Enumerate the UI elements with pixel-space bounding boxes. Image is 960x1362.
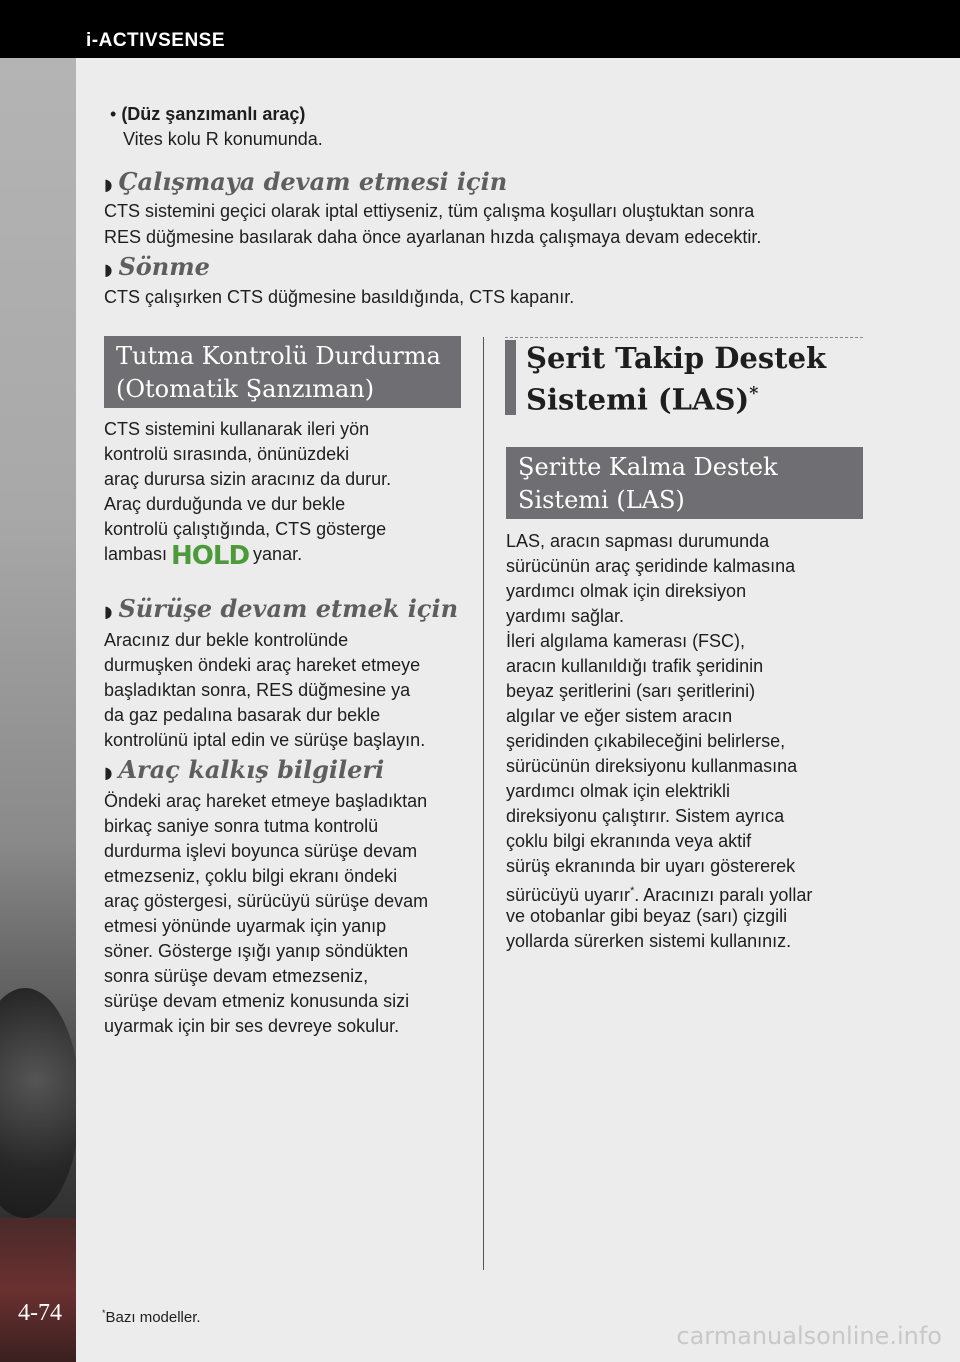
watermark: carmanualsonline.info [676, 1322, 942, 1350]
las-line-17: yollarda sürerken sistemi kullanınız. [506, 931, 792, 951]
asterisk-mark: * [749, 384, 759, 404]
kalkis-line-9: sürüşe devam etmeniz konusunda sizi [104, 991, 410, 1011]
triangle-marker-icon: ◗ [104, 175, 113, 194]
tutma-title-box [104, 336, 461, 408]
bullet-text: Vites kolu R konumunda. [123, 129, 323, 149]
tutma-line-4: Araç durduğunda ve dur bekle [104, 494, 346, 514]
las-line-12: direksiyonu çalıştırır. Sistem ayrıca [506, 806, 785, 826]
bullet-item [110, 102, 305, 127]
las-line-7: beyaz şeritlerini (sarı şeritlerini) [506, 681, 756, 701]
las-main-title-line-1: Şerit Takip Destek [526, 341, 827, 375]
subhead-sonme-text: Sönme [118, 252, 210, 281]
las-line-1: LAS, aracın sapması durumunda [506, 531, 770, 551]
tutma-line-1: CTS sistemini kullanarak ileri yön [104, 419, 370, 439]
subhead-sonme [104, 252, 210, 281]
tutma-line-2: kontrolü sırasında, önünüzdeki [104, 444, 350, 464]
las-line-13: çoklu bilgi ekranında veya aktif [506, 831, 752, 851]
las-main-title [505, 340, 863, 415]
surus-line-4: da gaz pedalına basarak dur bekle [104, 705, 381, 725]
las-warn-before: sürücüyü uyarır [506, 885, 631, 905]
asterisk-mark: * [630, 885, 635, 897]
subhead-kalkis-text: Araç kalkış bilgileri [118, 755, 385, 784]
dotted-rule [505, 337, 863, 338]
footnote [102, 1308, 201, 1326]
subhead-kalkis [104, 755, 384, 784]
las-line-16: ve otobanlar gibi beyaz (sarı) çizgili [506, 906, 788, 926]
las-line-10: sürücünün direksiyonu kullanmasına [506, 756, 798, 776]
seat-image [0, 1218, 76, 1362]
kalkis-line-5: araç göstergesi, sürücüyü sürüşe devam [104, 891, 429, 911]
subhead-surus [104, 594, 458, 623]
las-line-11: yardımcı olmak için elektrikli [506, 781, 731, 801]
left-photo-band [0, 58, 76, 1362]
kalkis-line-2: birkaç saniye sonra tutma kontrolü [104, 816, 379, 836]
surus-line-3: başladıktan sonra, RES düğmesine ya [104, 680, 411, 700]
bullet-title: (Düz şanzımanlı araç) [121, 104, 306, 124]
hold-indicator-icon: HOLD [171, 541, 250, 571]
las-line-3: yardımcı olmak için direksiyon [506, 581, 747, 601]
header-bar [0, 0, 960, 58]
kalkis-line-8: sonra sürüşe devam etmezseniz, [104, 966, 369, 986]
kalkis-line-7: söner. Gösterge ışığı yanıp söndükten [104, 941, 409, 961]
kalkis-line-3: durdurma işlevi boyunca sürüşe devam [104, 841, 418, 861]
sonme-text: CTS çalışırken CTS düğmesine basıldığında, CTS kapanır. [104, 287, 575, 307]
tutma-line-6 [104, 542, 302, 569]
tutma-title-line-2: (Otomatik Şanzıman) [116, 375, 375, 403]
subhead-calisma-text: Çalışmaya devam etmesi için [118, 167, 508, 196]
kalkis-line-1: Öndeki araç hareket etmeye başladıktan [104, 791, 428, 811]
calisma-line-1: CTS sistemini geçici olarak iptal ettiyseniz, tüm çalışma koşulları oluştuktan sonra [104, 201, 755, 221]
tutma-line-3: araç durursa sizin aracınız da durur. [104, 469, 392, 489]
subhead-surus-text: Sürüşe devam etmek için [118, 594, 459, 623]
las-line-14: sürüş ekranında bir uyarı göstererek [506, 856, 796, 876]
las-line-2: sürücünün araç şeridinde kalmasına [506, 556, 796, 576]
subhead-calisma [104, 167, 507, 196]
footnote-text: Bazı modeller. [105, 1309, 201, 1326]
tutma-lamp-after: yanar. [253, 544, 303, 564]
kalkis-line-6: etmesi yönünde uyarmak için yanıp [104, 916, 387, 936]
tutma-line-5: kontrolü çalıştığında, CTS gösterge [104, 519, 387, 539]
las-main-title-text: Sistemi (LAS) [526, 382, 750, 417]
las-box-title-line-2: Sistemi (LAS) [518, 486, 685, 514]
triangle-marker-icon: ◗ [104, 763, 113, 782]
tutma-lamp-text: lambası [104, 544, 168, 564]
kalkis-line-4: etmezseniz, çoklu bilgi ekranı öndeki [104, 866, 398, 886]
steering-wheel-image [0, 988, 80, 1218]
las-main-title-line-2 [526, 376, 863, 418]
kalkis-line-10: uyarmak için bir ses devreye sokulur. [104, 1016, 400, 1036]
surus-line-5: kontrolünü iptal edin ve sürüşe başlayın. [104, 730, 426, 750]
triangle-marker-icon: ◗ [104, 602, 113, 621]
las-box-title-line-1: Şeritte Kalma Destek [518, 453, 778, 481]
las-line-6: aracın kullanıldığı trafik şeridinin [506, 656, 764, 676]
surus-line-2: durmuşken öndeki araç hareket etmeye [104, 655, 421, 675]
las-title-box [506, 447, 863, 519]
surus-line-1: Aracınız dur bekle kontrolünde [104, 630, 349, 650]
calisma-line-2: RES düğmesine basılarak daha önce ayarlanan hızda çalışmaya devam edecektir. [104, 227, 762, 247]
column-divider [483, 337, 484, 1270]
las-line-5: İleri algılama kamerası (FSC), [506, 631, 746, 651]
page-number: 4-74 [18, 1300, 62, 1326]
las-line-8: algılar ve eğer sistem aracın [506, 706, 733, 726]
tutma-title-line-1: Tutma Kontrolü Durdurma [116, 342, 441, 370]
footnote-asterisk: * [102, 1308, 106, 1318]
las-line-4: yardımı sağlar. [506, 606, 625, 626]
las-line-9: şeridinden çıkabileceğini belirlerse, [506, 731, 786, 751]
bullet-icon: • [110, 104, 122, 124]
section-title: i-ACTIVSENSE [86, 30, 226, 51]
las-warn-after: . Aracınızı paralı yollar [634, 885, 813, 905]
triangle-marker-icon: ◗ [104, 260, 113, 279]
